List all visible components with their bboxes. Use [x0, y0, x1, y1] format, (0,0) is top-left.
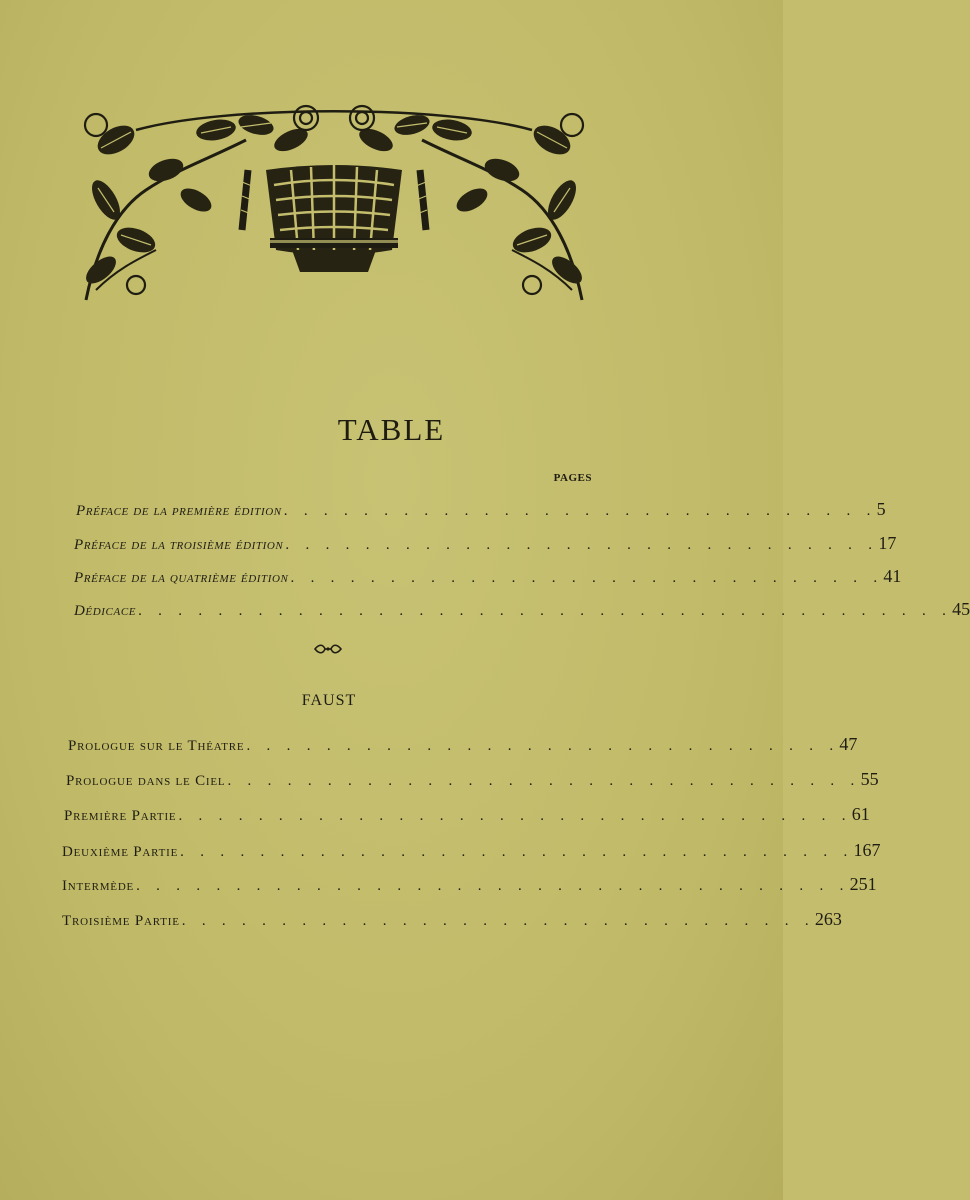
toc-entry-label: Troisième Partie [62, 913, 180, 929]
toc-entry-label: Prologue sur le Théatre [68, 738, 245, 754]
toc-entry[interactable] [66, 769, 879, 795]
toc-entry-label: Dédicace [74, 603, 137, 619]
toc-entry-page: 45 [952, 599, 970, 619]
floral-basket-headpiece-icon [76, 100, 592, 302]
dot-leader: . . . . . . . . . . . . . . . . . . . . . . . . . . . . . . . . . . . . [136, 878, 850, 894]
dot-leader: . . . . . . . . . . . . . . . . . . . . . . . . . . . . . . . . . . . . . . . . . [138, 603, 953, 619]
toc-entry-page: 61 [851, 804, 870, 824]
toc-entry[interactable] [74, 599, 970, 625]
toc-entry-page: 263 [814, 909, 842, 929]
dot-leader: . . . . . . . . . . . . . . . . . . . . . . . . . . . . . . [285, 537, 879, 553]
dot-leader: . . . . . . . . . . . . . . . . . . . . . . . . . . . . . . . . [227, 773, 861, 789]
toc-entry-label: Deuxième Partie [62, 844, 179, 860]
dot-leader: . . . . . . . . . . . . . . . . . . . . . . . . . . . . . . [283, 503, 877, 519]
toc-entry-page: 5 [876, 499, 886, 519]
toc-entry-page: 167 [853, 840, 881, 860]
fleuron-icon [313, 642, 343, 656]
toc-entry-page: 17 [878, 533, 897, 553]
toc-entry[interactable] [62, 840, 881, 866]
dot-leader: . . . . . . . . . . . . . . . . . . . . . . . . . . . . . . [246, 738, 840, 754]
toc-entry-label: Préface de la troisième édition [74, 537, 284, 553]
page-title: TABLE [337, 412, 446, 447]
toc-entry[interactable] [76, 499, 886, 525]
toc-entry-page: 55 [860, 769, 879, 789]
toc-entry-page: 47 [839, 734, 858, 754]
toc-entry-label: Intermède [62, 878, 135, 894]
toc-entry[interactable] [64, 804, 870, 830]
pages-column-label: PAGES [553, 472, 592, 484]
toc-entry[interactable] [62, 909, 842, 935]
dot-leader: . . . . . . . . . . . . . . . . . . . . . . . . . . . . . . . . . . [180, 844, 854, 860]
toc-entry[interactable] [74, 566, 902, 592]
toc-entry[interactable] [68, 734, 858, 760]
toc-entry-label: Préface de la première édition [76, 503, 282, 519]
toc-entry-page: 41 [883, 566, 902, 586]
dot-leader: . . . . . . . . . . . . . . . . . . . . . . . . . . . . . . . . . . [178, 808, 852, 824]
toc-entry-label: Préface de la quatrième édition [74, 570, 289, 586]
section-title: FAUST [301, 692, 357, 709]
toc-entry[interactable] [62, 874, 877, 900]
toc-entry[interactable] [74, 533, 897, 559]
dot-leader: . . . . . . . . . . . . . . . . . . . . . . . . . . . . . . . . [181, 913, 815, 929]
dot-leader: . . . . . . . . . . . . . . . . . . . . . . . . . . . . . . [290, 570, 884, 586]
toc-entry-page: 251 [849, 874, 877, 894]
toc-entry-label: Première Partie [64, 808, 177, 824]
toc-entry-label: Prologue dans le Ciel [66, 773, 226, 789]
